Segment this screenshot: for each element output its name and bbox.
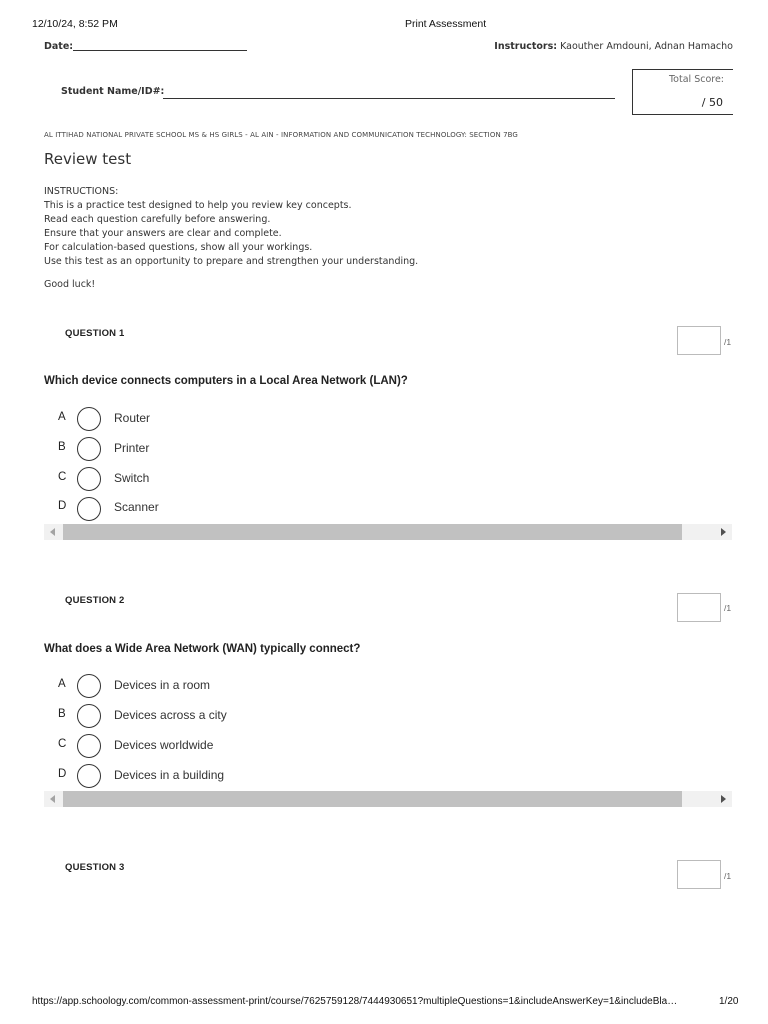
print-title: Print Assessment bbox=[405, 18, 487, 30]
option-letter: C bbox=[58, 738, 67, 750]
print-datetime: 12/10/24, 8:52 PM bbox=[32, 18, 118, 30]
question-2-label: QUESTION 2 bbox=[65, 595, 125, 606]
option-letter: A bbox=[58, 411, 66, 423]
instruction-line: This is a practice test designed to help you review key concepts. bbox=[44, 200, 352, 211]
q1-option-b-radio[interactable] bbox=[77, 437, 101, 461]
q2-option-c-radio[interactable] bbox=[77, 734, 101, 758]
q2-option-b-radio[interactable] bbox=[77, 704, 101, 728]
q1-option-a-radio[interactable] bbox=[77, 407, 101, 431]
option-letter: B bbox=[58, 441, 66, 453]
scroll-left-arrow-icon[interactable] bbox=[50, 795, 55, 803]
option-letter: D bbox=[58, 768, 67, 780]
instruction-line: Use this test as an opportunity to prepare and strengthen your understanding. bbox=[44, 256, 419, 267]
instruction-line: For calculation-based questions, show all your workings. bbox=[44, 242, 313, 253]
scrollbar-thumb[interactable] bbox=[63, 524, 682, 540]
option-text: Devices worldwide bbox=[114, 738, 214, 752]
print-url: https://app.schoology.com/common-assessment-print/course/7625759128/7444930651?multipleQuestions=1&includeAnswerKey=1&includeBla… bbox=[32, 996, 678, 1007]
instructions bbox=[44, 185, 418, 292]
option-text: Printer bbox=[114, 441, 150, 455]
scrollbar-thumb[interactable] bbox=[63, 791, 682, 807]
option-text: Router bbox=[114, 411, 151, 425]
option-letter: C bbox=[58, 471, 67, 483]
print-page-number: 1/20 bbox=[719, 996, 739, 1007]
q1-option-d-radio[interactable] bbox=[77, 497, 101, 521]
scroll-left-arrow-icon[interactable] bbox=[50, 528, 55, 536]
option-text: Switch bbox=[114, 471, 150, 485]
question-2-points-max: /1 bbox=[724, 603, 732, 613]
instructors-names: Kaouther Amdouni, Adnan Hamacho bbox=[560, 41, 733, 52]
student-name-field[interactable] bbox=[163, 98, 615, 99]
question-1-points-input[interactable] bbox=[677, 326, 721, 355]
scroll-right-arrow-icon[interactable] bbox=[721, 528, 726, 536]
option-text: Devices across a city bbox=[114, 708, 227, 722]
option-letter: A bbox=[58, 678, 66, 690]
question-3-label: QUESTION 3 bbox=[65, 862, 125, 873]
question-1-label: QUESTION 1 bbox=[65, 328, 125, 339]
instructions-closing: Good luck! bbox=[44, 279, 96, 290]
instructions-heading: INSTRUCTIONS: bbox=[44, 186, 119, 197]
instruction-line: Read each question carefully before answering. bbox=[44, 214, 271, 225]
option-text: Devices in a building bbox=[114, 768, 225, 782]
question-1-scrollbar[interactable] bbox=[44, 524, 732, 540]
page-title: Review test bbox=[44, 150, 132, 168]
scroll-right-arrow-icon[interactable] bbox=[721, 795, 726, 803]
question-3-points-max: /1 bbox=[724, 871, 732, 881]
q1-option-c-radio[interactable] bbox=[77, 467, 101, 491]
student-label: Student Name/ID#: bbox=[61, 86, 165, 97]
option-text: Devices in a room bbox=[114, 678, 211, 692]
instructors bbox=[494, 41, 733, 52]
question-2-scrollbar[interactable] bbox=[44, 791, 732, 807]
option-letter: D bbox=[58, 500, 67, 512]
option-letter: B bbox=[58, 708, 66, 720]
q2-option-a-radio[interactable] bbox=[77, 674, 101, 698]
option-text: Scanner bbox=[114, 500, 159, 514]
total-score-label: Total Score: bbox=[668, 74, 724, 85]
question-1-text: Which device connects computers in a Local Area Network (LAN)? bbox=[44, 375, 408, 387]
question-1-points-max: /1 bbox=[724, 337, 732, 347]
instruction-line: Ensure that your answers are clear and complete. bbox=[44, 228, 282, 239]
question-2-points-input[interactable] bbox=[677, 593, 721, 622]
date-label: Date: bbox=[44, 41, 74, 52]
question-2-text: What does a Wide Area Network (WAN) typically connect? bbox=[44, 643, 361, 655]
total-score-value: / 50 bbox=[701, 96, 723, 109]
school-section: AL ITTIHAD NATIONAL PRIVATE SCHOOL MS & HS GIRLS - AL AIN - INFORMATION AND COMMUNICATION TECHNOLOGY: SECTION 7BG bbox=[44, 131, 518, 139]
q2-option-d-radio[interactable] bbox=[77, 764, 101, 788]
date-field[interactable] bbox=[73, 50, 247, 51]
instructors-label: Instructors: bbox=[494, 41, 558, 52]
question-3-points-input[interactable] bbox=[677, 860, 721, 889]
total-score-box bbox=[632, 69, 733, 115]
